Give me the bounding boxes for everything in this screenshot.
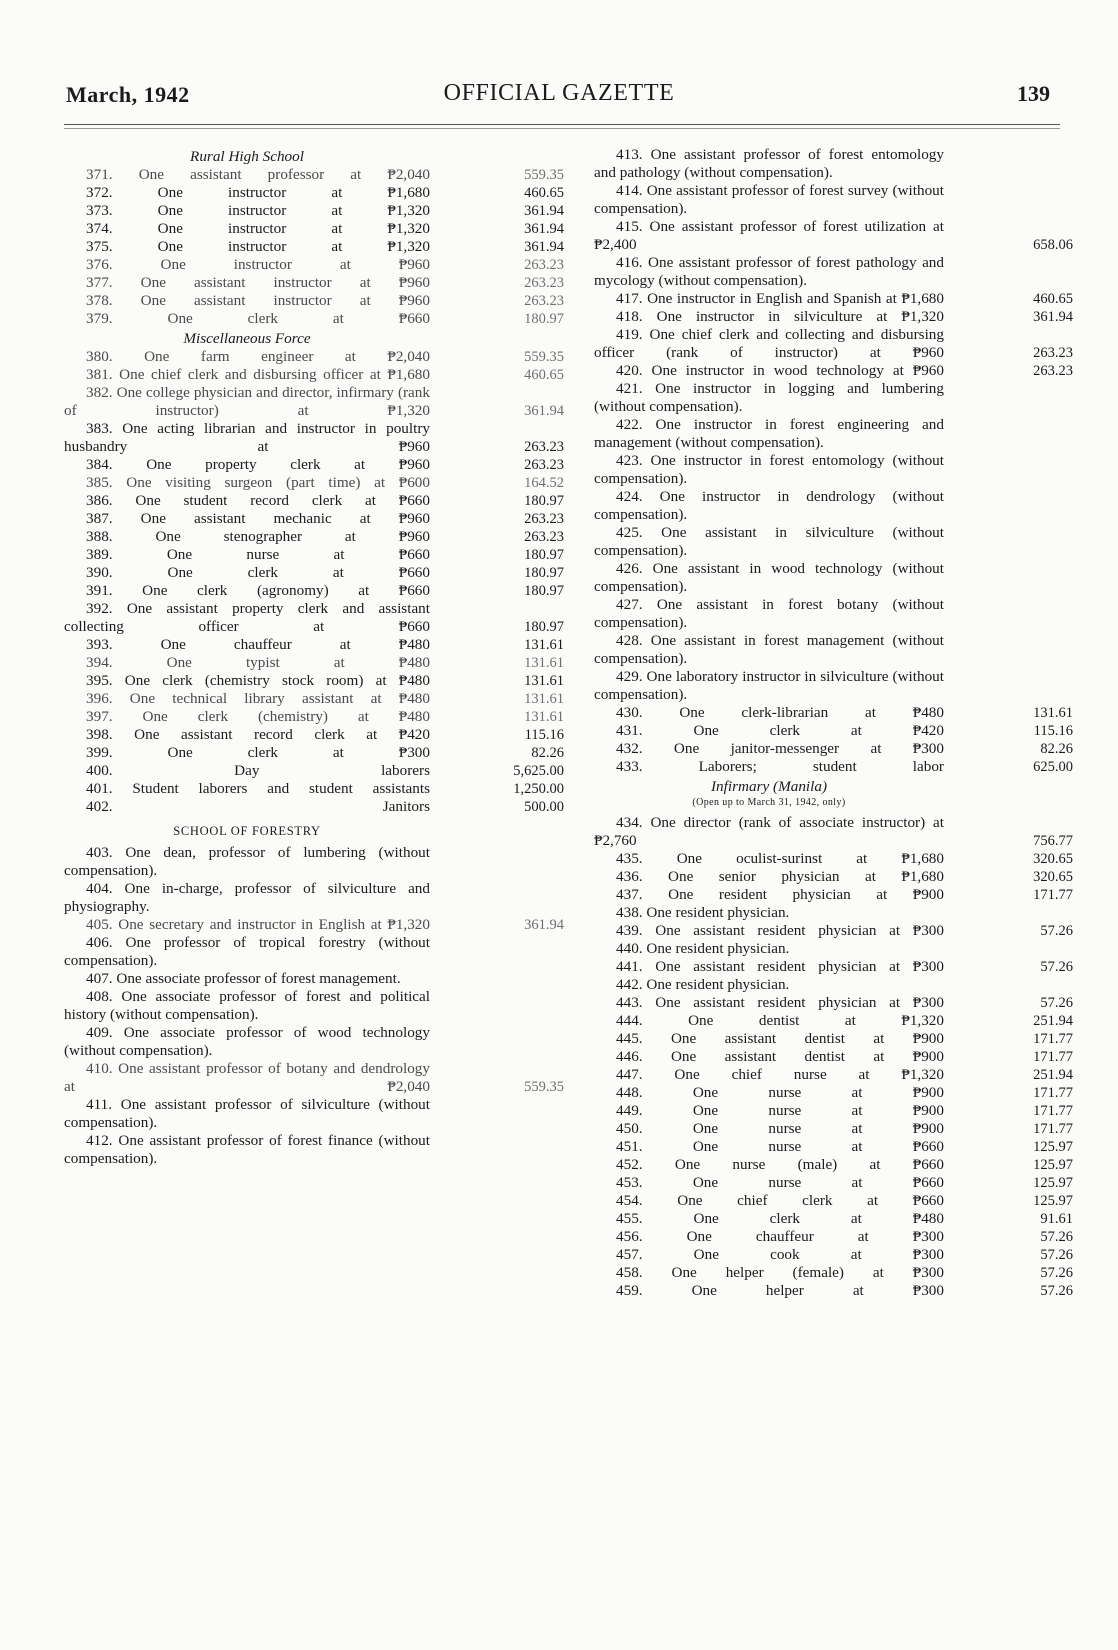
item-amount: 559.35 bbox=[524, 1079, 564, 1095]
budget-item bbox=[594, 994, 1074, 1012]
item-amount: 131.61 bbox=[1033, 705, 1073, 721]
item-amount: 82.26 bbox=[1040, 741, 1073, 757]
item-description: 403. One dean, professor of lumbering (without compensation). bbox=[64, 844, 430, 879]
item-description: 459. One helper at ₱300 bbox=[616, 1282, 944, 1299]
right-column bbox=[594, 146, 1074, 1300]
item-description: 392. One assistant property clerk and assistant collecting officer at ₱660 bbox=[64, 600, 430, 635]
budget-item bbox=[594, 1210, 1074, 1228]
budget-item bbox=[594, 904, 1074, 922]
budget-item bbox=[594, 290, 1074, 308]
budget-item bbox=[64, 762, 564, 780]
item-amount: 171.77 bbox=[1033, 1049, 1073, 1065]
item-description: 436. One senior physician at ₱1,680 bbox=[616, 868, 944, 885]
item-amount: 460.65 bbox=[524, 367, 564, 383]
section-heading: Infirmary (Manila) bbox=[711, 778, 827, 795]
item-description: 394. One typist at ₱480 bbox=[86, 654, 430, 671]
budget-item bbox=[64, 492, 564, 510]
budget-item bbox=[594, 254, 1074, 290]
item-description: 389. One nurse at ₱660 bbox=[86, 546, 430, 563]
budget-item bbox=[594, 452, 1074, 488]
page-header bbox=[60, 78, 1058, 112]
budget-item bbox=[594, 560, 1074, 596]
item-amount: 263.23 bbox=[524, 275, 564, 291]
item-amount: 57.26 bbox=[1040, 923, 1073, 939]
budget-item bbox=[64, 292, 564, 310]
item-description: 411. One assistant professor of silviculture (without compensation). bbox=[64, 1096, 430, 1131]
item-amount: 263.23 bbox=[524, 511, 564, 527]
budget-item bbox=[594, 886, 1074, 904]
item-description: 443. One assistant resident physician at ₱300 bbox=[616, 994, 944, 1011]
item-description: 405. One secretary and instructor in English at ₱1,320 bbox=[86, 916, 430, 933]
item-description: 375. One instructor at ₱1,320 bbox=[86, 238, 430, 255]
header-rule-secondary bbox=[64, 128, 1060, 129]
item-description: 374. One instructor at ₱1,320 bbox=[86, 220, 430, 237]
budget-item bbox=[64, 744, 564, 762]
item-amount: 131.61 bbox=[524, 673, 564, 689]
section-note: (Open up to March 31, 1942, only) bbox=[692, 797, 846, 808]
item-amount: 559.35 bbox=[524, 349, 564, 365]
item-description: 456. One chauffeur at ₱300 bbox=[616, 1228, 944, 1245]
budget-item bbox=[64, 528, 564, 546]
item-description: 376. One instructor at ₱960 bbox=[86, 256, 430, 273]
item-amount: 180.97 bbox=[524, 583, 564, 599]
item-amount: 115.16 bbox=[1033, 723, 1073, 739]
item-description: 388. One stenographer at ₱960 bbox=[86, 528, 430, 545]
header-date: March, 1942 bbox=[66, 82, 190, 107]
budget-item bbox=[64, 780, 564, 798]
item-description: 431. One clerk at ₱420 bbox=[616, 722, 944, 739]
item-description: 380. One farm engineer at ₱2,040 bbox=[86, 348, 430, 365]
budget-item bbox=[594, 1228, 1074, 1246]
budget-item bbox=[64, 456, 564, 474]
budget-item bbox=[594, 1282, 1074, 1300]
budget-item bbox=[64, 1024, 564, 1060]
item-description: 447. One chief nurse at ₱1,320 bbox=[616, 1066, 944, 1083]
item-description: 445. One assistant dentist at ₱900 bbox=[616, 1030, 944, 1047]
item-amount: 57.26 bbox=[1040, 1283, 1073, 1299]
item-description: 448. One nurse at ₱900 bbox=[616, 1084, 944, 1101]
budget-item bbox=[594, 524, 1074, 560]
item-amount: 164.52 bbox=[524, 475, 564, 491]
budget-item bbox=[594, 632, 1074, 668]
budget-item bbox=[64, 366, 564, 384]
item-amount: 125.97 bbox=[1033, 1139, 1073, 1155]
item-amount: 263.23 bbox=[524, 257, 564, 273]
item-amount: 57.26 bbox=[1040, 959, 1073, 975]
budget-item bbox=[64, 636, 564, 654]
budget-item bbox=[594, 1156, 1074, 1174]
item-description: 418. One instructor in silviculture at ₱1,320 bbox=[616, 308, 944, 325]
item-description: 402. Janitors bbox=[86, 798, 430, 815]
item-amount: 361.94 bbox=[1033, 309, 1073, 325]
item-amount: 263.23 bbox=[524, 529, 564, 545]
budget-item bbox=[594, 326, 1074, 362]
item-amount: 658.06 bbox=[1033, 237, 1073, 253]
item-description: 410. One assistant professor of botany and dendrology at ₱2,040 bbox=[64, 1060, 430, 1095]
budget-item bbox=[64, 880, 564, 916]
budget-item bbox=[594, 1012, 1074, 1030]
item-description: 429. One laboratory instructor in silviculture (without compensation). bbox=[594, 668, 944, 703]
item-amount: 91.61 bbox=[1040, 1211, 1073, 1227]
item-description: 444. One dentist at ₱1,320 bbox=[616, 1012, 944, 1029]
budget-item bbox=[64, 672, 564, 690]
item-amount: 263.23 bbox=[1033, 363, 1073, 379]
item-amount: 559.35 bbox=[524, 167, 564, 183]
item-amount: 57.26 bbox=[1040, 1229, 1073, 1245]
item-amount: 125.97 bbox=[1033, 1157, 1073, 1173]
item-description: 414. One assistant professor of forest survey (without compensation). bbox=[594, 182, 944, 217]
item-amount: 625.00 bbox=[1033, 759, 1073, 775]
item-description: 383. One acting librarian and instructor in poultry husbandry at ₱960 bbox=[64, 420, 430, 455]
item-amount: 57.26 bbox=[1040, 1265, 1073, 1281]
item-amount: 263.23 bbox=[524, 439, 564, 455]
budget-item bbox=[64, 726, 564, 744]
item-amount: 361.94 bbox=[524, 239, 564, 255]
item-amount: 131.61 bbox=[524, 637, 564, 653]
budget-item bbox=[64, 564, 564, 582]
item-description: 438. One resident physician. bbox=[616, 904, 790, 921]
item-amount: 171.77 bbox=[1033, 887, 1073, 903]
item-description: 433. Laborers; student labor bbox=[616, 758, 944, 775]
budget-item bbox=[594, 958, 1074, 976]
item-description: 417. One instructor in English and Spanish at ₱1,680 bbox=[616, 290, 944, 307]
budget-item bbox=[594, 814, 1074, 850]
budget-item bbox=[64, 310, 564, 328]
item-amount: 131.61 bbox=[524, 709, 564, 725]
budget-item bbox=[594, 940, 1074, 958]
item-description: 395. One clerk (chemistry stock room) at ₱480 bbox=[86, 672, 430, 689]
budget-item bbox=[594, 976, 1074, 994]
budget-item bbox=[64, 220, 564, 238]
item-description: 415. One assistant professor of forest utilization at ₱2,400 bbox=[594, 218, 944, 253]
item-description: 407. One associate professor of forest management. bbox=[86, 970, 401, 987]
item-description: 441. One assistant resident physician at ₱300 bbox=[616, 958, 944, 975]
budget-item bbox=[594, 704, 1074, 722]
item-description: 440. One resident physician. bbox=[616, 940, 790, 957]
item-description: 404. One in-charge, professor of silviculture and physiography. bbox=[64, 880, 430, 915]
budget-item bbox=[64, 546, 564, 564]
budget-item bbox=[594, 1084, 1074, 1102]
item-description: 434. One director (rank of associate instructor) at ₱2,760 bbox=[594, 814, 944, 849]
budget-item bbox=[594, 596, 1074, 632]
item-description: 372. One instructor at ₱1,680 bbox=[86, 184, 430, 201]
budget-item bbox=[594, 1102, 1074, 1120]
item-amount: 251.94 bbox=[1033, 1067, 1073, 1083]
budget-item bbox=[594, 758, 1074, 776]
item-description: 397. One clerk (chemistry) at ₱480 bbox=[86, 708, 430, 725]
item-description: 457. One cook at ₱300 bbox=[616, 1246, 944, 1263]
budget-item bbox=[594, 1246, 1074, 1264]
header-rule bbox=[64, 124, 1060, 125]
section-heading: Rural High School bbox=[190, 148, 304, 165]
item-description: 442. One resident physician. bbox=[616, 976, 790, 993]
item-description: 421. One instructor in logging and lumbering (without compensation). bbox=[594, 380, 944, 415]
budget-item bbox=[594, 1192, 1074, 1210]
budget-item bbox=[64, 582, 564, 600]
item-description: 420. One instructor in wood technology at ₱960 bbox=[616, 362, 944, 379]
budget-item bbox=[64, 934, 564, 970]
budget-item bbox=[64, 510, 564, 528]
budget-item bbox=[594, 668, 1074, 704]
budget-item bbox=[594, 416, 1074, 452]
budget-item bbox=[594, 1138, 1074, 1156]
budget-item bbox=[594, 308, 1074, 326]
item-description: 416. One assistant professor of forest pathology and mycology (without compensation). bbox=[594, 254, 944, 289]
item-amount: 1,250.00 bbox=[513, 781, 564, 797]
item-amount: 180.97 bbox=[524, 619, 564, 635]
item-amount: 180.97 bbox=[524, 547, 564, 563]
item-description: 373. One instructor at ₱1,320 bbox=[86, 202, 430, 219]
item-amount: 180.97 bbox=[524, 311, 564, 327]
item-amount: 57.26 bbox=[1040, 1247, 1073, 1263]
item-amount: 361.94 bbox=[524, 203, 564, 219]
budget-item bbox=[594, 182, 1074, 218]
item-amount: 82.26 bbox=[531, 745, 564, 761]
page-number: 139 bbox=[1017, 81, 1050, 106]
item-description: 455. One clerk at ₱480 bbox=[616, 1210, 944, 1227]
item-amount: 263.23 bbox=[524, 457, 564, 473]
item-description: 399. One clerk at ₱300 bbox=[86, 744, 430, 761]
item-amount: 171.77 bbox=[1033, 1085, 1073, 1101]
budget-item bbox=[64, 1132, 564, 1168]
item-amount: 57.26 bbox=[1040, 995, 1073, 1011]
item-amount: 125.97 bbox=[1033, 1193, 1073, 1209]
budget-item bbox=[64, 348, 564, 366]
header-title: OFFICIAL GAZETTE bbox=[443, 80, 675, 106]
item-amount: 171.77 bbox=[1033, 1031, 1073, 1047]
item-description: 378. One assistant instructor at ₱960 bbox=[86, 292, 430, 309]
budget-item bbox=[594, 362, 1074, 380]
budget-item bbox=[64, 798, 564, 816]
budget-item bbox=[64, 166, 564, 184]
item-amount: 131.61 bbox=[524, 655, 564, 671]
item-description: 406. One professor of tropical forestry (without compensation). bbox=[64, 934, 430, 969]
budget-item bbox=[594, 1120, 1074, 1138]
item-description: 409. One associate professor of wood technology (without compensation). bbox=[64, 1024, 430, 1059]
item-amount: 171.77 bbox=[1033, 1121, 1073, 1137]
budget-item bbox=[64, 1096, 564, 1132]
item-description: 381. One chief clerk and disbursing officer at ₱1,680 bbox=[86, 366, 430, 383]
item-description: 419. One chief clerk and collecting and disbursing officer (rank of instructor) at ₱960 bbox=[594, 326, 944, 361]
item-description: 425. One assistant in silviculture (without compensation). bbox=[594, 524, 944, 559]
budget-item bbox=[64, 690, 564, 708]
budget-item bbox=[64, 202, 564, 220]
budget-item bbox=[594, 922, 1074, 940]
budget-item bbox=[64, 916, 564, 934]
budget-item bbox=[594, 1264, 1074, 1282]
item-description: 428. One assistant in forest management (without compensation). bbox=[594, 632, 944, 667]
item-description: 458. One helper (female) at ₱300 bbox=[616, 1264, 944, 1281]
item-description: 449. One nurse at ₱900 bbox=[616, 1102, 944, 1119]
section-heading: SCHOOL OF FORESTRY bbox=[173, 824, 321, 838]
item-amount: 756.77 bbox=[1033, 833, 1073, 849]
item-amount: 263.23 bbox=[524, 293, 564, 309]
budget-item bbox=[64, 420, 564, 456]
item-description: 387. One assistant mechanic at ₱960 bbox=[86, 510, 430, 527]
item-description: 396. One technical library assistant at ₱480 bbox=[86, 690, 430, 707]
item-description: 437. One resident physician at ₱900 bbox=[616, 886, 944, 903]
left-column bbox=[64, 146, 564, 1168]
budget-item bbox=[64, 184, 564, 202]
item-description: 390. One clerk at ₱660 bbox=[86, 564, 430, 581]
item-description: 430. One clerk-librarian at ₱480 bbox=[616, 704, 944, 721]
budget-item bbox=[64, 600, 564, 636]
item-description: 371. One assistant professor at ₱2,040 bbox=[86, 166, 430, 183]
budget-item bbox=[64, 238, 564, 256]
item-description: 386. One student record clerk at ₱660 bbox=[86, 492, 430, 509]
item-description: 384. One property clerk at ₱960 bbox=[86, 456, 430, 473]
item-amount: 500.00 bbox=[524, 799, 564, 815]
item-amount: 171.77 bbox=[1033, 1103, 1073, 1119]
budget-item bbox=[594, 722, 1074, 740]
item-description: 413. One assistant professor of forest entomology and pathology (without compensation). bbox=[594, 146, 944, 181]
budget-item bbox=[64, 844, 564, 880]
budget-item bbox=[594, 1066, 1074, 1084]
item-description: 452. One nurse (male) at ₱660 bbox=[616, 1156, 944, 1173]
budget-item bbox=[594, 740, 1074, 758]
item-description: 432. One janitor-messenger at ₱300 bbox=[616, 740, 944, 757]
item-amount: 251.94 bbox=[1033, 1013, 1073, 1029]
item-description: 379. One clerk at ₱660 bbox=[86, 310, 430, 327]
item-description: 393. One chauffeur at ₱480 bbox=[86, 636, 430, 653]
budget-item bbox=[594, 1048, 1074, 1066]
budget-item bbox=[64, 654, 564, 672]
budget-item bbox=[594, 1174, 1074, 1192]
item-description: 424. One instructor in dendrology (without compensation). bbox=[594, 488, 944, 523]
item-description: 382. One college physician and director, infirmary (rank of instructor) at ₱1,320 bbox=[64, 384, 430, 419]
item-amount: 125.97 bbox=[1033, 1175, 1073, 1191]
item-description: 408. One associate professor of forest and political history (without compensation). bbox=[64, 988, 430, 1023]
item-amount: 263.23 bbox=[1033, 345, 1073, 361]
budget-item bbox=[594, 868, 1074, 886]
budget-item bbox=[594, 488, 1074, 524]
budget-item bbox=[594, 146, 1074, 182]
item-description: 427. One assistant in forest botany (without compensation). bbox=[594, 596, 944, 631]
budget-item bbox=[64, 988, 564, 1024]
item-description: 391. One clerk (agronomy) at ₱660 bbox=[86, 582, 430, 599]
item-description: 439. One assistant resident physician at ₱300 bbox=[616, 922, 944, 939]
item-amount: 115.16 bbox=[524, 727, 564, 743]
budget-item bbox=[594, 218, 1074, 254]
item-description: 400. Day laborers bbox=[86, 762, 430, 779]
item-description: 385. One visiting surgeon (part time) at ₱600 bbox=[86, 474, 430, 491]
budget-item bbox=[64, 384, 564, 420]
section-heading: Miscellaneous Force bbox=[183, 330, 311, 347]
item-amount: 180.97 bbox=[524, 565, 564, 581]
item-amount: 361.94 bbox=[524, 917, 564, 933]
item-description: 450. One nurse at ₱900 bbox=[616, 1120, 944, 1137]
item-description: 435. One oculist-surinst at ₱1,680 bbox=[616, 850, 944, 867]
item-description: 412. One assistant professor of forest finance (without compensation). bbox=[64, 1132, 430, 1167]
item-amount: 5,625.00 bbox=[513, 763, 564, 779]
budget-item bbox=[64, 256, 564, 274]
item-description: 454. One chief clerk at ₱660 bbox=[616, 1192, 944, 1209]
budget-item bbox=[64, 970, 564, 988]
item-description: 423. One instructor in forest entomology (without compensation). bbox=[594, 452, 944, 487]
item-amount: 460.65 bbox=[1033, 291, 1073, 307]
item-description: 377. One assistant instructor at ₱960 bbox=[86, 274, 430, 291]
budget-item bbox=[594, 380, 1074, 416]
budget-item bbox=[64, 274, 564, 292]
budget-item bbox=[64, 474, 564, 492]
budget-item bbox=[594, 850, 1074, 868]
item-description: 426. One assistant in wood technology (without compensation). bbox=[594, 560, 944, 595]
item-description: 398. One assistant record clerk at ₱420 bbox=[86, 726, 430, 743]
item-amount: 361.94 bbox=[524, 403, 564, 419]
item-amount: 361.94 bbox=[524, 221, 564, 237]
item-amount: 460.65 bbox=[524, 185, 564, 201]
item-description: 446. One assistant dentist at ₱900 bbox=[616, 1048, 944, 1065]
item-amount: 320.65 bbox=[1033, 869, 1073, 885]
budget-item bbox=[64, 708, 564, 726]
budget-item bbox=[64, 1060, 564, 1096]
item-description: 422. One instructor in forest engineering and management (without compensation). bbox=[594, 416, 944, 451]
item-amount: 180.97 bbox=[524, 493, 564, 509]
item-amount: 320.65 bbox=[1033, 851, 1073, 867]
item-amount: 131.61 bbox=[524, 691, 564, 707]
budget-item bbox=[594, 1030, 1074, 1048]
item-description: 453. One nurse at ₱660 bbox=[616, 1174, 944, 1191]
item-description: 401. Student laborers and student assistants bbox=[86, 780, 430, 797]
item-description: 451. One nurse at ₱660 bbox=[616, 1138, 944, 1155]
